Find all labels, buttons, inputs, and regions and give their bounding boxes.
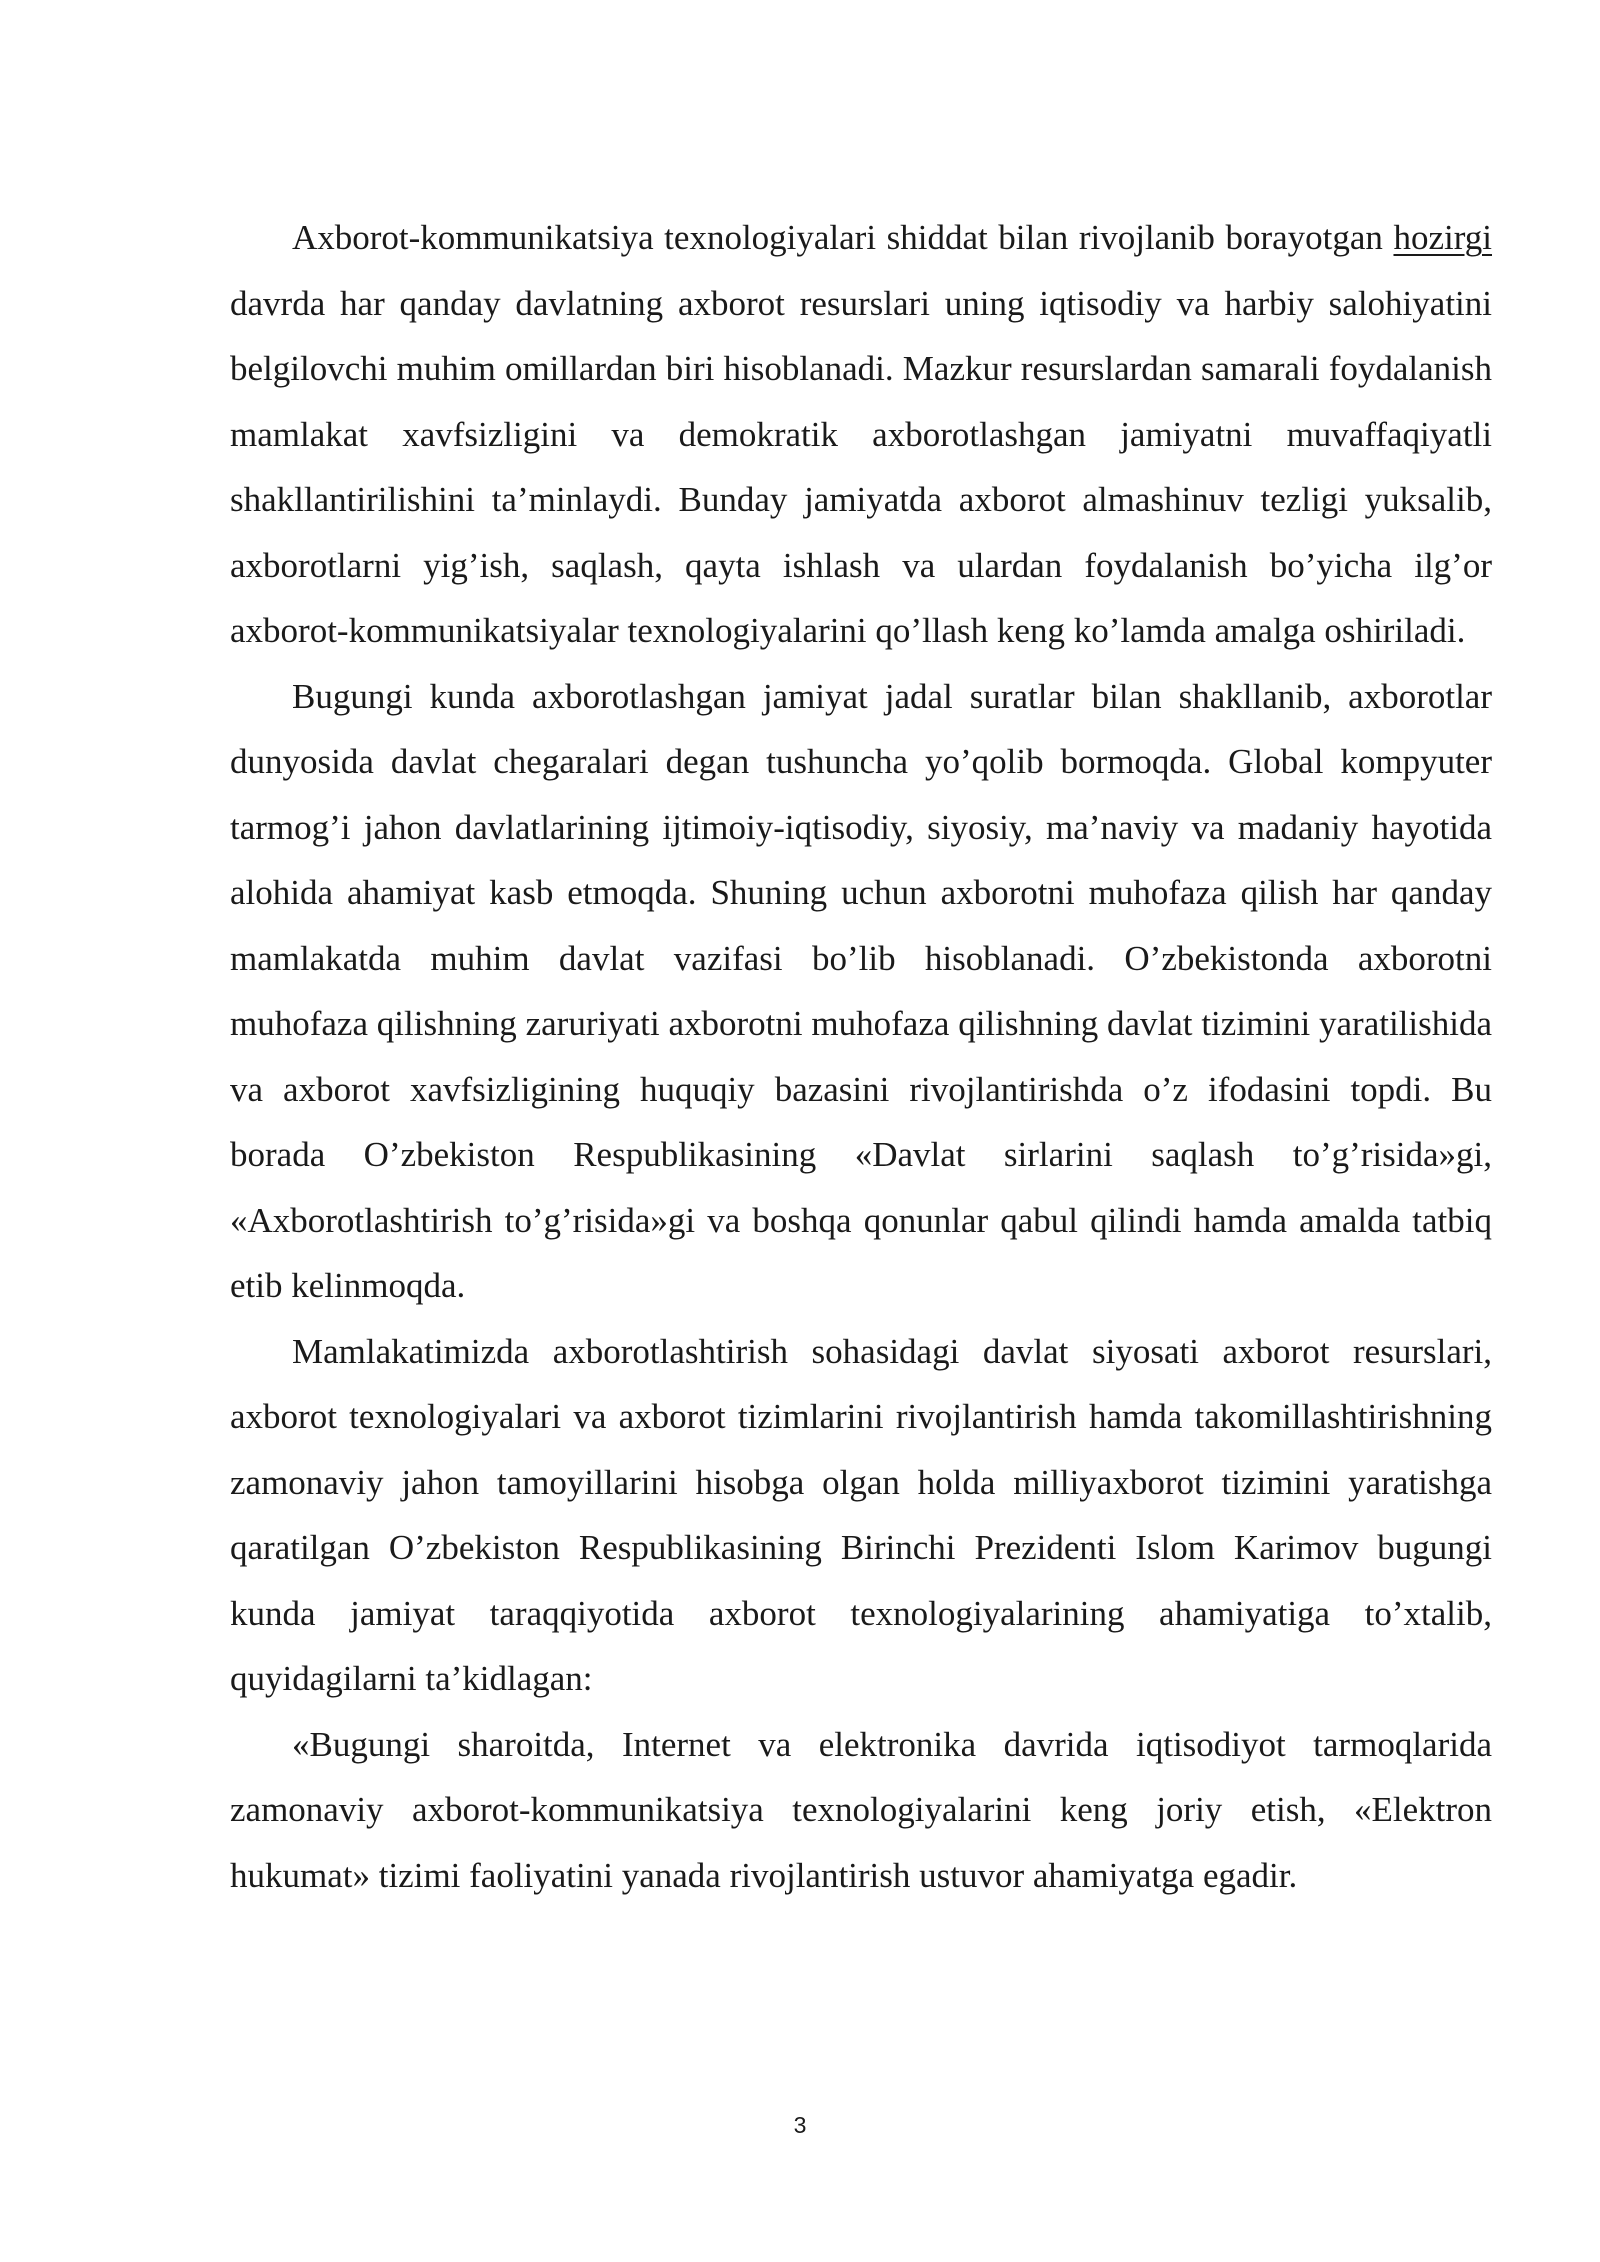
paragraph-1	[230, 205, 1492, 664]
paragraph-1-start: Axborot-kommunikatsiya texnologiyalari shiddat bilan rivojlanib borayotgan	[292, 218, 1394, 257]
page-number: 3	[793, 2112, 807, 2138]
body-text	[230, 205, 1492, 1908]
paragraph-2: Bugungi kunda axborotlashgan jamiyat jadal suratlar bilan shakllanib, axborotlar dunyosida davlat chegaralari degan tushuncha yo’qolib bormoqda. Global kompyuter tarmog’i jahon davlatlarining ijtimoiy-iqtisodiy, siyosiy, ma’naviy va madaniy hayotida alohida ahamiyat kasb etmoqda. Shuning uchun axborotni muhofaza qilish har qanday mamlakatda muhim davlat vazifasi bo’lib hisoblanadi. O’zbekistonda axborotni muhofaza qilishning zaruriyati axborotni muhofaza qilishning davlat tizimini yaratilishida va axborot xavfsizligining huquqiy bazasini rivojlantirishda o’z ifodasini topdi. Bu borada O’zbekiston Respublikasining «Davlat sirlarini saqlash to’g’risida»gi, «Axborotlashtirish to’g’risida»gi va boshqa qonunlar qabul qilindi hamda amalda tatbiq etib kelinmoqda.	[230, 676, 1492, 1305]
paragraph-3: Mamlakatimizda axborotlashtirish sohasidagi davlat siyosati axborot resurslari, axborot texnologiyalari va axborot tizimlarini rivojlantirish hamda takomillashtirishning zamonaviy jahon tamoyillarini hisobga olgan holda milliyaxborot tizimini yaratishga qaratilgan O’zbekiston Respublikasining Birinchi Prezidenti Islom Karimov bugungi kunda jamiyat taraqqiyotida axborot texnologiyalarining ahamiyatiga to’xtalib, quyidagilarni ta’kidlagan:	[230, 1331, 1492, 1698]
paragraph-1-rest: davrda har qanday davlatning axborot resurslari uning iqtisodiy va harbiy salohiyatini belgilovchi muhim omillardan biri hisoblanadi. Mazkur resurslardan samarali foydalanish mamlakat xavfsizligini va demokratik axborotlashgan jamiyatni muvaffaqiyatli shakllantirilishini ta’minlaydi. Bunday jamiyatda axborot almashinuv tezligi yuksalib, axborotlarni yig’ish, saqlash, qayta ishlash va ulardan foydalanish bo’yicha ilg’or axborot-kommunikatsiyalar texnologiyalarini qo’llash keng ko’lamda amalga oshiriladi.	[230, 283, 1492, 650]
underlined-word: hozirgi	[1393, 218, 1492, 257]
paragraph-4: «Bugungi sharoitda, Internet va elektronika davrida iqtisodiyot tarmoqlarida zamonaviy axborot-kommunikatsiya texnologiyalarini keng joriy etish, «Elektron hukumat» tizimi faoliyatini yanada rivojlantirish ustuvor ahamiyatga egadir.	[230, 1724, 1492, 1895]
